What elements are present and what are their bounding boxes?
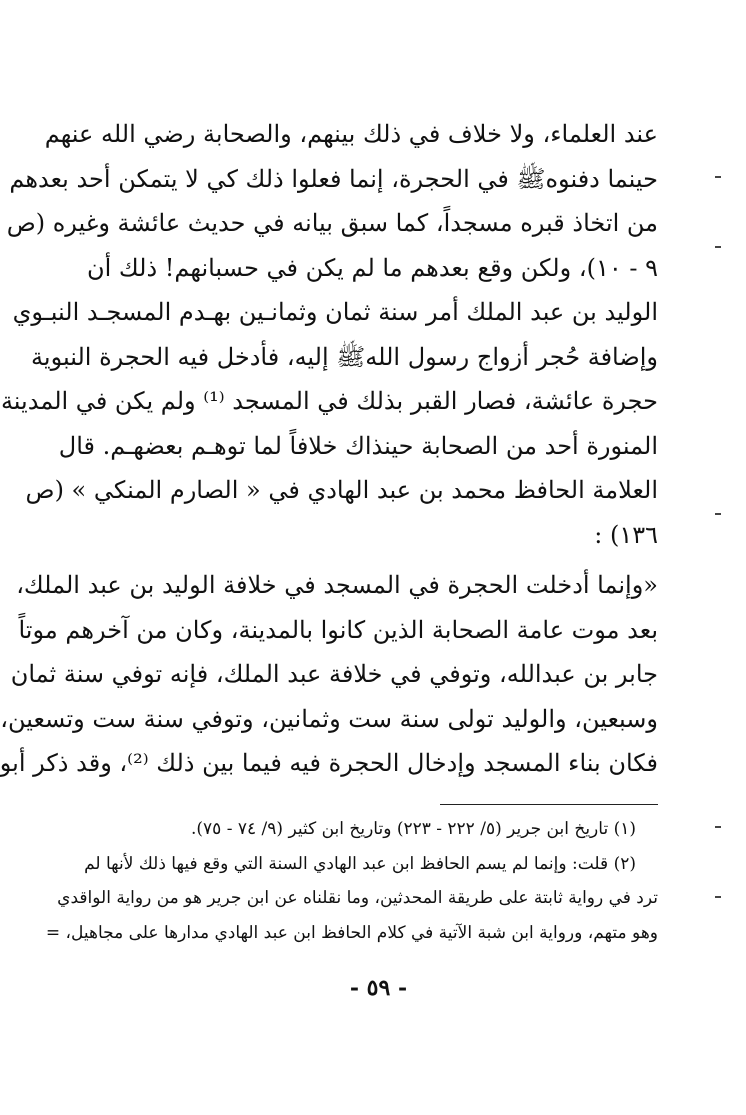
main-paragraph [0,112,658,557]
quote-line: فكان بناء المسجد وإدخال الحجرة فيه فيما بين ذلك ⁽²⁾، وقد ذكر أبو [0,749,658,777]
margin-tick [715,176,721,178]
quote-line: وسبعين، والوليد تولى سنة ست وثمانين، وتوفي سنة ست وتسعين، [0,704,658,733]
quote-line: بعد موت عامة الصحابة الذين كانوا بالمدينة، وكان من آخرهم موتاً [18,615,658,644]
footnotes [45,812,658,950]
text-line: حينما دفنوهﷺ في الحجرة، إنما فعلوا ذلك كي لا يتمكن أحد بعدهم [9,164,658,193]
text-line: الوليد بن عبد الملك أمر سنة ثمان وثمانـين بهـدم المسجـد النبـوي [12,298,658,326]
footnote-separator [440,804,658,805]
quote-line: جابر بن عبدالله، وتوفي في خلافة عبد الملك، فإنه توفي سنة ثمان [10,660,658,688]
text-line: عند العلماء، ولا خلاف في ذلك بينهم، والصحابة رضي الله عنهم [44,120,658,148]
text-line: ١٣٦) : [594,520,658,549]
footnote-2-continued: وهو متهم، ورواية ابن شبة الآتية في كلام الحافظ ابن عبد الهادي مدارها على مجاهيل، = [45,922,658,943]
margin-tick [715,246,721,248]
text-line: من اتخاذ قبره مسجداً، كما سبق بيانه في حديث عائشة وغيره (ص [6,209,658,237]
text-line: حجرة عائشة، فصار القبر بذلك في المسجد ⁽¹⁾ ولم يكن في المدينة [0,387,658,415]
text-line: ٩ - ١٠)، ولكن وقع بعدهم ما لم يكن في حسبانهم! ذلك أن [86,253,658,282]
footnote-2-continued: ترد في رواية ثابتة على طريقة المحدثين، وما نقلناه عن ابن جرير هو من رواية الواقدي [57,888,658,908]
page-number: - ٥٩ - [349,975,408,1001]
footnote-2: (٢) قلت: وإنما لم يسم الحافظ ابن عبد الهادي السنة التي وقع فيها ذلك لأنها لم [84,853,636,874]
text-line: العلامة الحافظ محمد بن عبد الهادي في « الصارم المنكي » (ص [25,476,658,504]
margin-tick [715,826,721,828]
quote-paragraph [0,563,658,786]
text-line: المنورة أحد من الصحابة حينذاك خلافاً لما توهـم بعضهـم. قال [58,431,658,460]
quote-line: «وإنما أدخلت الحجرة في المسجد في خلافة الوليد بن عبد الملك، [16,571,658,599]
footnote-1: (١) تاريخ ابن جرير (٥/ ٢٢٢ - ٢٢٣) وتاريخ ابن كثير (٩/ ٧٤ - ٧٥). [190,819,636,839]
text-line: وإضافة حُجر أزواج رسول اللهﷺ إليه، فأدخل فيه الحجرة النبوية [31,342,658,371]
margin-tick [715,896,721,898]
margin-tick [715,513,721,515]
